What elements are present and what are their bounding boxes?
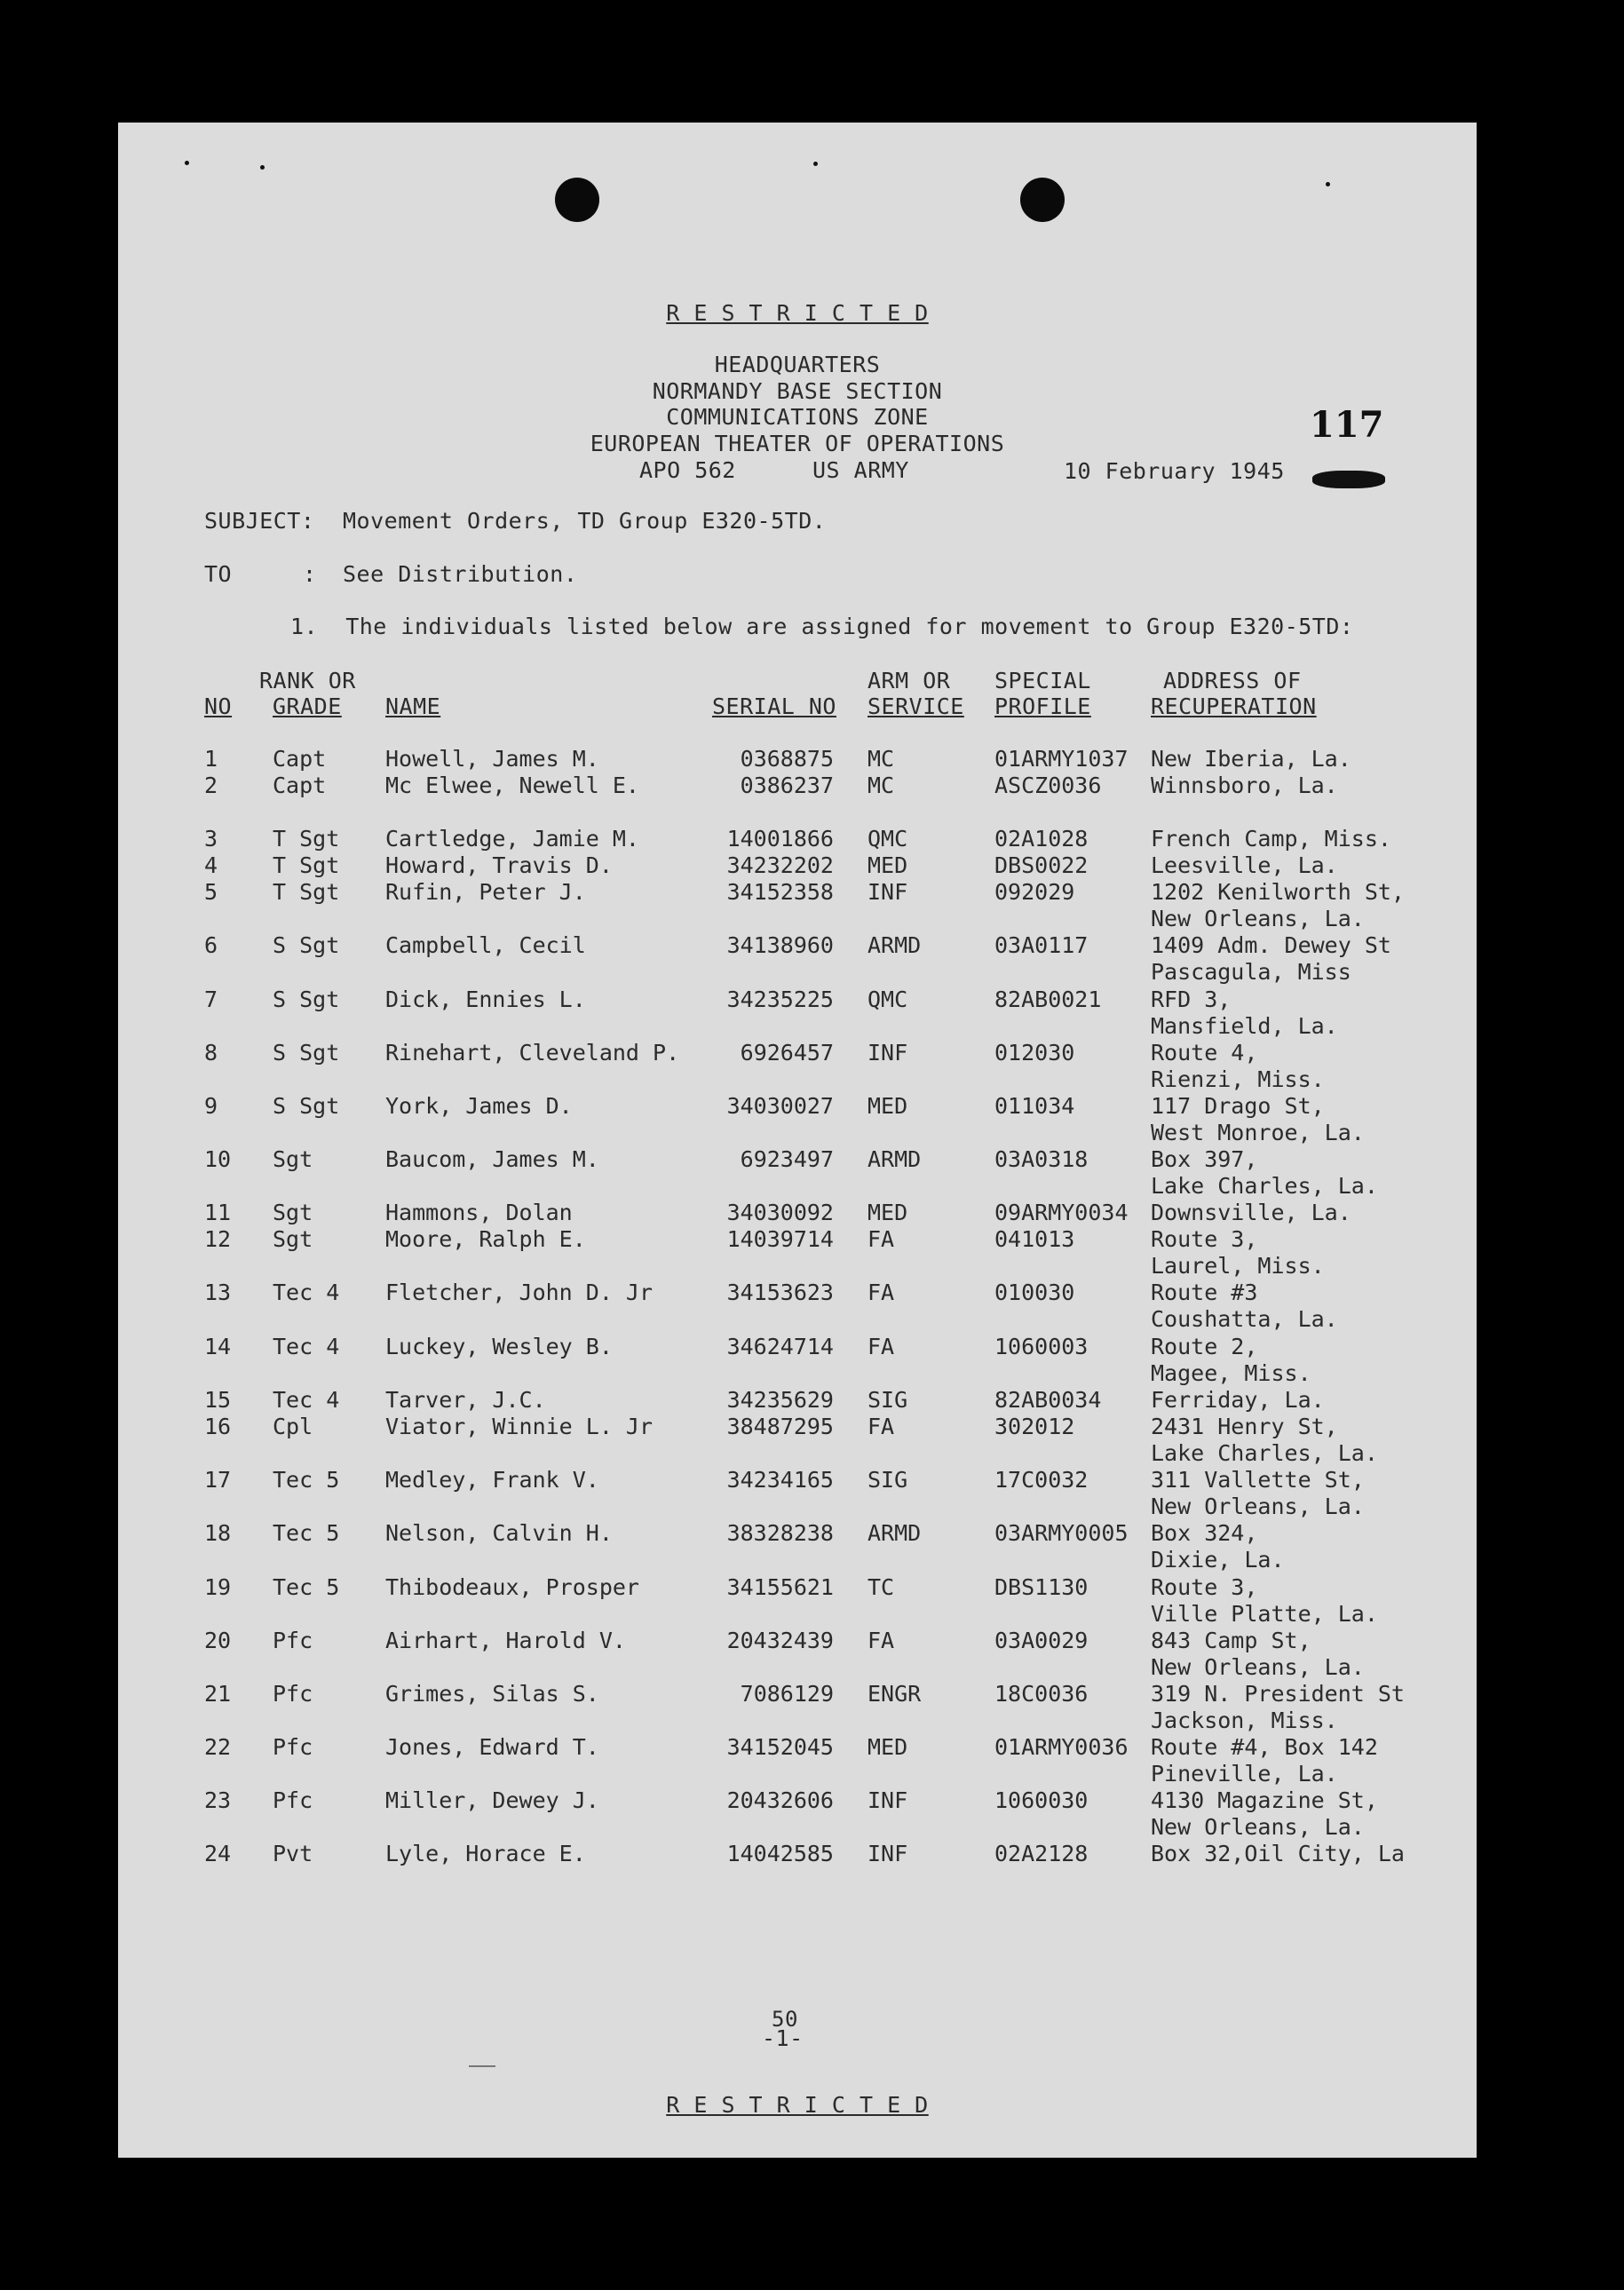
row-name: Moore, Ralph E. [385, 1226, 586, 1252]
table-row [118, 1200, 1477, 1226]
row-rank: Sgt [273, 1200, 313, 1225]
row-name: Viator, Winnie L. Jr [385, 1414, 654, 1439]
table-row [118, 1520, 1477, 1573]
row-profile: DBS0022 [994, 852, 1089, 878]
row-address-line-2: Ville Platte, La. [1151, 1601, 1378, 1627]
header-no: NO [204, 693, 233, 719]
row-address-line-2: Jackson, Miss. [1151, 1708, 1338, 1733]
row-name: Dick, Ennies L. [385, 987, 586, 1012]
row-arm: ENGR [867, 1681, 922, 1707]
row-name: Cartledge, Jamie M. [385, 826, 639, 852]
row-serial: 6923497 [740, 1146, 834, 1172]
row-no: 12 [204, 1226, 232, 1252]
header-address-top: ADDRESS OF [1163, 668, 1302, 693]
row-address-line-1: French Camp, Miss. [1151, 826, 1391, 852]
row-address-line-2: Lake Charles, La. [1151, 1173, 1378, 1199]
table-row [118, 879, 1477, 931]
scribble-mark [1312, 471, 1385, 488]
row-rank: Tec 4 [273, 1280, 340, 1305]
row-address-line-1: 1409 Adm. Dewey St [1151, 932, 1391, 958]
row-profile: 041013 [994, 1226, 1075, 1252]
row-rank: T Sgt [273, 852, 340, 878]
row-profile: 02A1028 [994, 826, 1089, 852]
row-name: Howell, James M. [385, 746, 599, 772]
table-row [118, 932, 1477, 985]
row-name: Nelson, Calvin H. [385, 1520, 613, 1546]
row-rank: Tec 5 [273, 1520, 340, 1546]
row-serial: 38487295 [726, 1414, 834, 1439]
row-rank: Pfc [273, 1787, 313, 1813]
table-row [118, 1280, 1477, 1332]
row-name: Mc Elwee, Newell E. [385, 773, 639, 798]
row-profile: ASCZ0036 [994, 773, 1102, 798]
row-rank: Tec 4 [273, 1387, 340, 1413]
row-no: 16 [204, 1414, 232, 1439]
row-name: Miller, Dewey J. [385, 1787, 599, 1813]
speck [813, 162, 818, 166]
row-name: York, James D. [385, 1093, 573, 1119]
page-number: -1- [762, 2025, 804, 2051]
row-address-line-1: 117 Drago St, [1151, 1093, 1325, 1119]
row-address-line-1: Box 324, [1151, 1520, 1258, 1546]
row-address-line-1: Box 397, [1151, 1146, 1258, 1172]
row-serial: 14039714 [726, 1226, 834, 1252]
row-address-line-1: Route 4, [1151, 1040, 1258, 1066]
row-rank: Capt [273, 746, 327, 772]
row-profile: 03A0117 [994, 932, 1089, 958]
row-serial: 34624714 [726, 1334, 834, 1359]
row-address-line-2: Mansfield, La. [1151, 1013, 1338, 1039]
row-address-line-2: Pascagula, Miss [1151, 959, 1351, 985]
row-arm: FA [867, 1414, 895, 1439]
row-address-line-1: Route 3, [1151, 1574, 1258, 1600]
row-serial: 34030027 [726, 1093, 834, 1119]
table-row [118, 852, 1477, 879]
row-serial: 20432606 [726, 1787, 834, 1813]
row-address-line-2: Laurel, Miss. [1151, 1253, 1325, 1279]
row-arm: FA [867, 1334, 895, 1359]
header-name: NAME [385, 693, 441, 719]
row-profile: 01ARMY1037 [994, 746, 1129, 772]
row-arm: INF [867, 1040, 908, 1066]
row-serial: 7086129 [740, 1681, 834, 1707]
stray-mark [469, 2065, 495, 2067]
row-profile: 09ARMY0034 [994, 1200, 1129, 1225]
row-profile: 17C0032 [994, 1467, 1089, 1493]
table-row [118, 1628, 1477, 1680]
row-profile: 010030 [994, 1280, 1075, 1305]
row-address-line-1: Box 32,Oil City, La [1151, 1841, 1405, 1866]
row-no: 19 [204, 1574, 232, 1600]
to-colon: : [303, 561, 317, 587]
table-row [118, 1040, 1477, 1092]
row-no: 7 [204, 987, 218, 1012]
speck [1326, 182, 1330, 186]
header-arm-top: ARM OR [867, 668, 951, 693]
row-profile: 02A2128 [994, 1841, 1089, 1866]
row-profile: 03ARMY0005 [994, 1520, 1129, 1546]
row-arm: MED [867, 852, 908, 878]
row-address-line-2: Magee, Miss. [1151, 1360, 1311, 1386]
header-special-top: SPECIAL [994, 668, 1091, 693]
row-address-line-1: Route 3, [1151, 1226, 1258, 1252]
table-row [118, 1387, 1477, 1414]
row-arm: FA [867, 1280, 895, 1305]
row-serial: 34235629 [726, 1387, 834, 1413]
row-serial: 34232202 [726, 852, 834, 878]
row-no: 23 [204, 1787, 232, 1813]
row-no: 4 [204, 852, 218, 878]
row-name: Luckey, Wesley B. [385, 1334, 613, 1359]
row-arm: MED [867, 1734, 908, 1760]
table-row [118, 1414, 1477, 1466]
row-no: 20 [204, 1628, 232, 1653]
row-rank: T Sgt [273, 826, 340, 852]
row-no: 22 [204, 1734, 232, 1760]
row-name: Hammons, Dolan [385, 1200, 573, 1225]
document-page [118, 123, 1477, 2158]
row-profile: 092029 [994, 879, 1075, 905]
row-rank: T Sgt [273, 879, 340, 905]
row-address-line-1: Downsville, La. [1151, 1200, 1351, 1225]
row-address-line-1: Leesville, La. [1151, 852, 1338, 878]
hq-line-2: NORMANDY BASE SECTION [652, 378, 943, 404]
row-no: 17 [204, 1467, 232, 1493]
row-address-line-1: Route #4, Box 142 [1151, 1734, 1378, 1760]
row-no: 9 [204, 1093, 218, 1119]
row-no: 8 [204, 1040, 218, 1066]
row-name: Campbell, Cecil [385, 932, 586, 958]
table-row [118, 1787, 1477, 1840]
row-profile: 011034 [994, 1093, 1075, 1119]
page-stamp: 117 [1310, 404, 1384, 446]
row-arm: ARMD [867, 932, 922, 958]
row-arm: SIG [867, 1387, 908, 1413]
row-arm: ARMD [867, 1146, 922, 1172]
row-no: 24 [204, 1841, 232, 1866]
row-no: 1 [204, 746, 218, 772]
row-address-line-1: Route 2, [1151, 1334, 1258, 1359]
row-profile: 03A0029 [994, 1628, 1089, 1653]
speck [185, 161, 189, 165]
row-address-line-1: 2431 Henry St, [1151, 1414, 1338, 1439]
row-serial: 34155621 [726, 1574, 834, 1600]
row-no: 2 [204, 773, 218, 798]
row-arm: FA [867, 1226, 895, 1252]
row-address-line-2: New Orleans, La. [1151, 1814, 1365, 1840]
row-profile: 01ARMY0036 [994, 1734, 1129, 1760]
header-rank-top: RANK OR [259, 668, 356, 693]
row-profile: 82AB0021 [994, 987, 1102, 1012]
row-serial: 34030092 [726, 1200, 834, 1225]
row-name: Grimes, Silas S. [385, 1681, 599, 1707]
table-row [118, 1334, 1477, 1386]
row-arm: QMC [867, 826, 908, 852]
row-serial: 34235225 [726, 987, 834, 1012]
table-row [118, 987, 1477, 1039]
row-address-line-1: Ferriday, La. [1151, 1387, 1325, 1413]
row-rank: Sgt [273, 1226, 313, 1252]
row-profile: 18C0036 [994, 1681, 1089, 1707]
apo: APO 562 [639, 457, 736, 483]
header-serial: SERIAL NO [712, 693, 836, 719]
order-date: 10 February 1945 [1064, 458, 1285, 484]
row-rank: Pfc [273, 1681, 313, 1707]
row-rank: S Sgt [273, 932, 340, 958]
hq-line-4: EUROPEAN THEATER OF OPERATIONS [590, 431, 1005, 456]
army: US ARMY [812, 457, 909, 483]
row-address-line-2: New Orleans, La. [1151, 906, 1365, 931]
table-row [118, 1093, 1477, 1145]
row-name: Howard, Travis D. [385, 852, 613, 878]
punch-hole [555, 178, 599, 222]
row-no: 18 [204, 1520, 232, 1546]
row-rank: Cpl [273, 1414, 313, 1439]
row-serial: 6926457 [740, 1040, 834, 1066]
row-address-line-2: Rienzi, Miss. [1151, 1066, 1325, 1092]
hq-line-1: HEADQUARTERS [714, 352, 881, 377]
row-no: 6 [204, 932, 218, 958]
row-name: Rufin, Peter J. [385, 879, 586, 905]
row-no: 5 [204, 879, 218, 905]
row-address-line-2: Lake Charles, La. [1151, 1440, 1378, 1466]
row-profile: 1060030 [994, 1787, 1089, 1813]
subject-label: SUBJECT: [204, 508, 315, 534]
row-address-line-2: New Orleans, La. [1151, 1654, 1365, 1680]
row-no: 21 [204, 1681, 232, 1707]
row-serial: 14001866 [726, 826, 834, 852]
row-serial: 34152358 [726, 879, 834, 905]
table-row [118, 1734, 1477, 1787]
row-address-line-1: 843 Camp St, [1151, 1628, 1311, 1653]
row-profile: 82AB0034 [994, 1387, 1102, 1413]
table-row [118, 826, 1477, 852]
row-address-line-2: Pineville, La. [1151, 1761, 1338, 1787]
row-address-line-1: 4130 Magazine St, [1151, 1787, 1378, 1813]
row-arm: QMC [867, 987, 908, 1012]
row-name: Baucom, James M. [385, 1146, 599, 1172]
row-profile: 012030 [994, 1040, 1075, 1066]
classification-top: R E S T R I C T E D [666, 300, 929, 326]
row-rank: Pfc [273, 1628, 313, 1653]
row-no: 15 [204, 1387, 232, 1413]
row-no: 11 [204, 1200, 232, 1225]
row-no: 14 [204, 1334, 232, 1359]
row-address-line-2: West Monroe, La. [1151, 1120, 1365, 1145]
row-arm: MC [867, 773, 895, 798]
row-serial: 34153623 [726, 1280, 834, 1305]
header-special-bottom: PROFILE [994, 693, 1091, 719]
subject-text: Movement Orders, TD Group E320-5TD. [343, 508, 827, 534]
row-address-line-1: 1202 Kenilworth St, [1151, 879, 1405, 905]
table-row [118, 1146, 1477, 1199]
row-address-line-2: Dixie, La. [1151, 1547, 1285, 1573]
row-rank: Capt [273, 773, 327, 798]
row-rank: Pfc [273, 1734, 313, 1760]
row-address-line-1: New Iberia, La. [1151, 746, 1351, 772]
row-rank: Sgt [273, 1146, 313, 1172]
header-address-bottom: RECUPERATION [1151, 693, 1317, 719]
table-row [118, 746, 1477, 773]
to-text: See Distribution. [343, 561, 578, 587]
row-name: Airhart, Harold V. [385, 1628, 626, 1653]
row-arm: INF [867, 879, 908, 905]
classification-bottom: R E S T R I C T E D [666, 2092, 929, 2118]
row-name: Medley, Frank V. [385, 1467, 599, 1493]
hq-line-3: COMMUNICATIONS ZONE [666, 404, 929, 430]
row-rank: Pvt [273, 1841, 313, 1866]
row-serial: 34152045 [726, 1734, 834, 1760]
row-rank: Tec 5 [273, 1574, 340, 1600]
row-address-line-2: New Orleans, La. [1151, 1494, 1365, 1519]
row-arm: TC [867, 1574, 895, 1600]
row-profile: 03A0318 [994, 1146, 1089, 1172]
row-rank: S Sgt [273, 1040, 340, 1066]
row-profile: DBS1130 [994, 1574, 1089, 1600]
handwritten-number: 50 [772, 2007, 798, 2032]
row-address-line-2: Coushatta, La. [1151, 1306, 1338, 1332]
row-serial: 0368875 [740, 746, 834, 772]
row-name: Rinehart, Cleveland P. [385, 1040, 680, 1066]
row-address-line-1: 319 N. President St [1151, 1681, 1405, 1707]
row-serial: 34234165 [726, 1467, 834, 1493]
row-arm: FA [867, 1628, 895, 1653]
row-name: Thibodeaux, Prosper [385, 1574, 639, 1600]
paragraph-1: 1. The individuals listed below are assigned for movement to Group E320-5TD: [290, 614, 1354, 639]
row-rank: Tec 5 [273, 1467, 340, 1493]
header-arm-bottom: SERVICE [867, 693, 964, 719]
row-rank: S Sgt [273, 1093, 340, 1119]
row-name: Tarver, J.C. [385, 1387, 546, 1413]
row-address-line-1: Route #3 [1151, 1280, 1258, 1305]
row-address-line-1: Winnsboro, La. [1151, 773, 1338, 798]
table-row [118, 773, 1477, 799]
speck [260, 165, 265, 170]
row-serial: 34138960 [726, 932, 834, 958]
row-rank: S Sgt [273, 987, 340, 1012]
row-rank: Tec 4 [273, 1334, 340, 1359]
row-profile: 302012 [994, 1414, 1075, 1439]
punch-hole [1020, 178, 1065, 222]
table-row [118, 1226, 1477, 1279]
row-address-line-1: RFD 3, [1151, 987, 1232, 1012]
table-row [118, 1841, 1477, 1867]
row-address-line-1: 311 Vallette St, [1151, 1467, 1365, 1493]
row-name: Jones, Edward T. [385, 1734, 599, 1760]
row-arm: MED [867, 1200, 908, 1225]
row-arm: ARMD [867, 1520, 922, 1546]
table-row [118, 1574, 1477, 1627]
table-row [118, 1681, 1477, 1733]
to-label: TO [204, 561, 233, 587]
row-serial: 38328238 [726, 1520, 834, 1546]
row-serial: 14042585 [726, 1841, 834, 1866]
row-serial: 0386237 [740, 773, 834, 798]
row-arm: MC [867, 746, 895, 772]
row-no: 3 [204, 826, 218, 852]
row-arm: MED [867, 1093, 908, 1119]
row-name: Lyle, Horace E. [385, 1841, 586, 1866]
row-no: 10 [204, 1146, 232, 1172]
row-arm: INF [867, 1841, 908, 1866]
header-rank-bottom: GRADE [273, 693, 342, 719]
row-profile: 1060003 [994, 1334, 1089, 1359]
table-row [118, 1467, 1477, 1519]
row-arm: SIG [867, 1467, 908, 1493]
row-arm: INF [867, 1787, 908, 1813]
row-name: Fletcher, John D. Jr [385, 1280, 654, 1305]
row-no: 13 [204, 1280, 232, 1305]
row-serial: 20432439 [726, 1628, 834, 1653]
